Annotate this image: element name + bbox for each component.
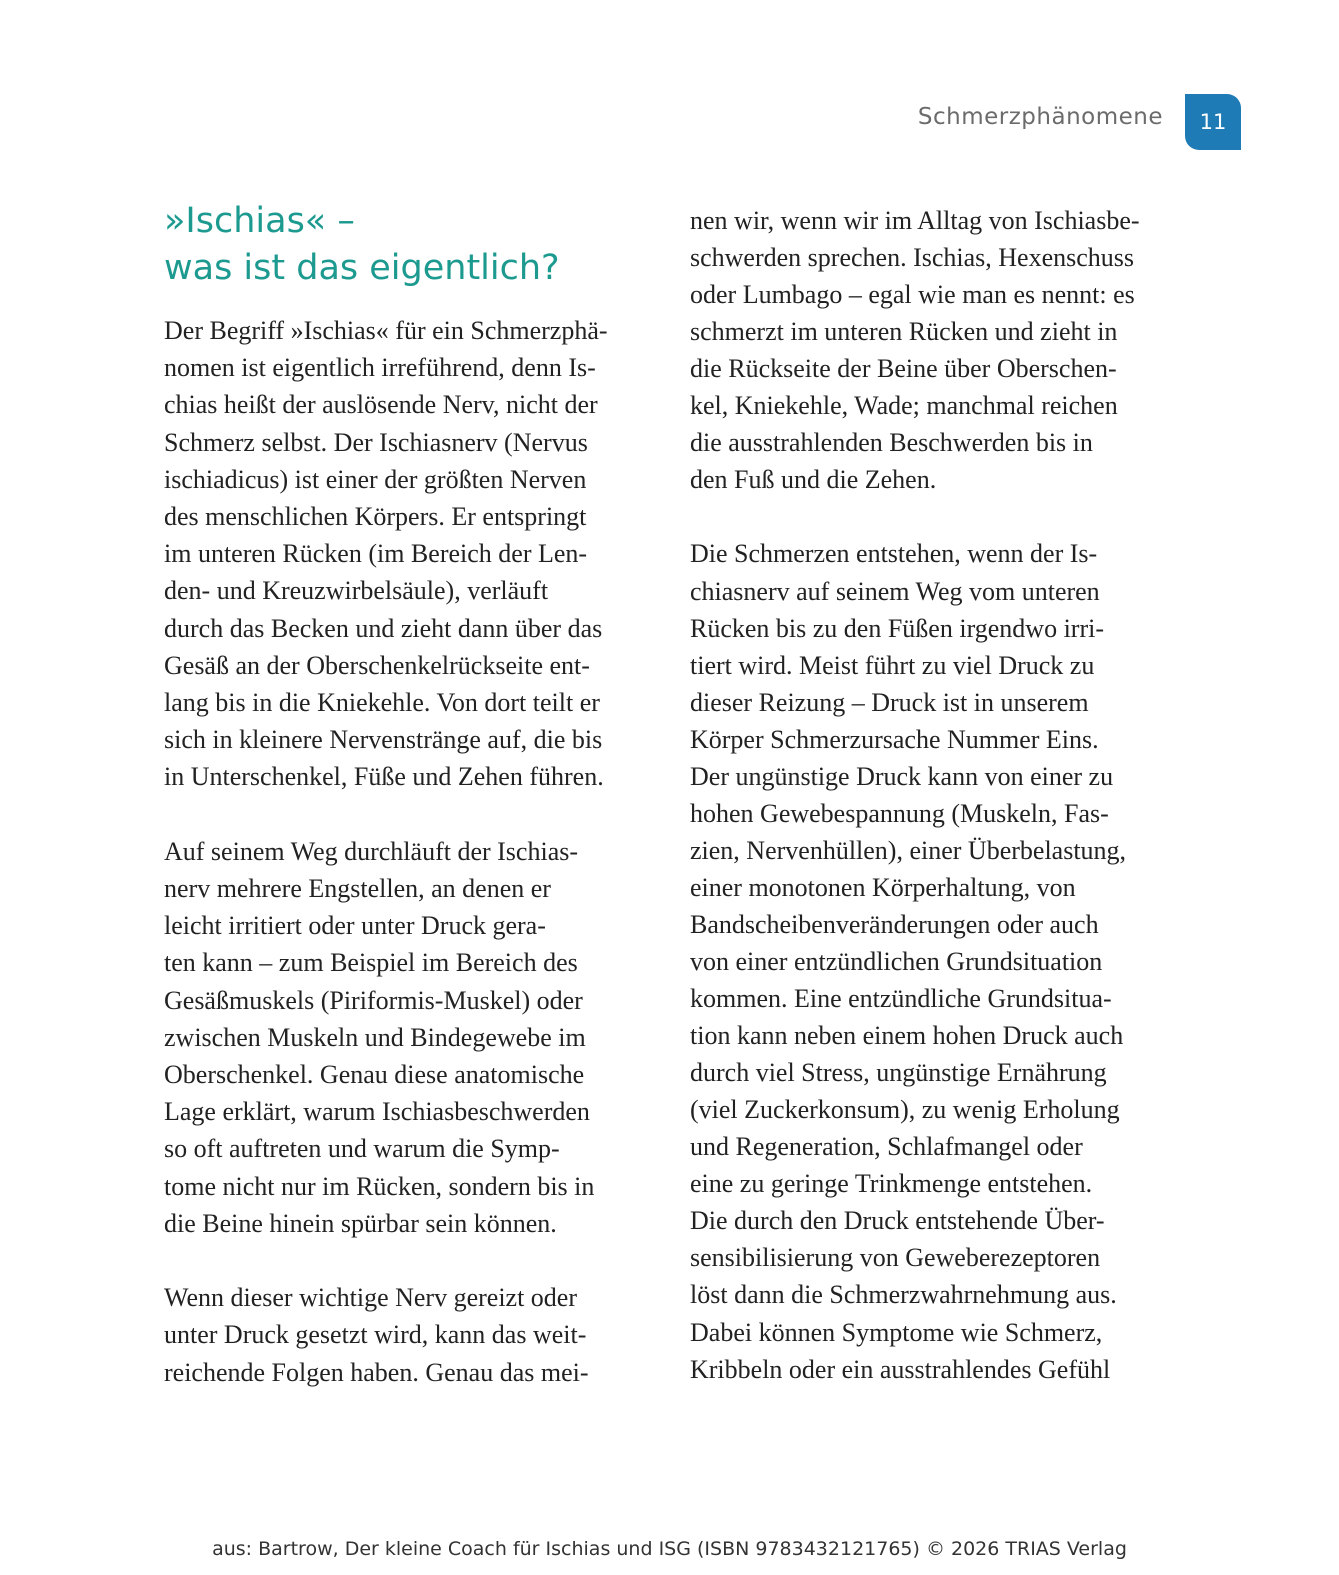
- body-text-line: durch viel Stress, ungünstige Ernährung: [690, 1058, 1107, 1088]
- body-text-line: schwerden sprechen. Ischias, Hexenschuss: [690, 243, 1135, 273]
- body-text-line: unter Druck gesetzt wird, kann das weit-: [164, 1320, 587, 1350]
- body-text-line: den- und Kreuzwirbelsäule), verläuft: [164, 576, 549, 606]
- body-text-line: Dabei können Symptome wie Schmerz,: [690, 1317, 1103, 1347]
- body-text-line: eine zu geringe Trinkmenge entstehen.: [690, 1169, 1093, 1199]
- body-text-line: von einer entzündlichen Grundsituation: [690, 947, 1103, 976]
- body-text-line: ischiadicus) ist einer der größten Nerven: [164, 464, 587, 494]
- body-text-line: Kribbeln oder ein ausstrahlendes Gefühl: [690, 1354, 1111, 1384]
- body-text-line: Gesäß an der Oberschenkelrückseite ent-: [164, 650, 590, 680]
- body-text-line: in Unterschenkel, Füße und Zehen führen.: [164, 762, 604, 792]
- body-text-line: Der ungünstige Druck kann von einer zu: [690, 761, 1114, 791]
- body-text-line: sich in kleinere Nervenstränge auf, die bis: [164, 725, 603, 755]
- body-text-line: schmerzt im unteren Rücken und zieht in: [690, 317, 1118, 347]
- heading-line-2: was ist das eigentlich?: [164, 248, 560, 288]
- body-text-line: tion kann neben einem hohen Druck auch: [690, 1021, 1124, 1051]
- page-heading: [164, 198, 664, 292]
- footer-citation: aus: Bartrow, Der kleine Coach für Ischias und ISG (ISBN 9783432121765) © 2026 TRIAS Verlag: [212, 1538, 1127, 1560]
- body-text-line: sensibilisierung von Geweberezeptoren: [690, 1243, 1101, 1273]
- body-text-line: des menschlichen Körpers. Er entspringt: [164, 502, 587, 531]
- body-text-line: hohen Gewebespannung (Muskeln, Fas-: [690, 798, 1109, 828]
- body-text-line: tiert wird. Meist führt zu viel Druck zu: [690, 650, 1095, 680]
- body-text-line: leicht irritiert oder unter Druck gera-: [164, 911, 546, 941]
- page-number-badge: 11: [1185, 94, 1241, 150]
- body-text-line: Bandscheibenveränderungen oder auch: [690, 909, 1099, 939]
- body-text-line: Der Begriff »Ischias« für ein Schmerzphä-: [164, 316, 608, 345]
- body-text-line: chiasnerv auf seinem Weg vom unteren: [690, 576, 1100, 606]
- body-text-line: nomen ist eigentlich irreführend, denn Is-: [164, 353, 596, 383]
- body-text-line: chias heißt der auslösende Nerv, nicht der: [164, 390, 598, 420]
- body-text-line: und Regeneration, Schlafmangel oder: [690, 1132, 1083, 1162]
- body-text-line: tome nicht nur im Rücken, sondern bis in: [164, 1171, 595, 1201]
- body-text-line: Wenn dieser wichtige Nerv gereizt oder: [164, 1283, 578, 1313]
- body-text-line: lang bis in die Kniekehle. Von dort teilt er: [164, 688, 600, 717]
- body-text-line: zwischen Muskeln und Bindegewebe im: [164, 1022, 586, 1052]
- body-text-line: Die durch den Druck entstehende Über-: [690, 1206, 1105, 1236]
- body-text-line: nen wir, wenn wir im Alltag von Ischiasbe-: [690, 206, 1140, 235]
- body-text-line: kel, Kniekehle, Wade; manchmal reichen: [690, 391, 1118, 421]
- body-text-line: die ausstrahlenden Beschwerden bis in: [690, 428, 1093, 458]
- body-text-line: Rücken bis zu den Füßen irgendwo irri-: [690, 613, 1104, 643]
- body-text-line: nerv mehrere Engstellen, an denen er: [164, 874, 551, 903]
- body-text-line: ten kann – zum Beispiel im Bereich des: [164, 948, 578, 978]
- body-text-line: Gesäßmuskels (Piriformis-Muskel) oder: [164, 985, 583, 1015]
- body-text-line: die Rückseite der Beine über Oberschen-: [690, 354, 1117, 384]
- body-text-line: Oberschenkel. Genau diese anatomische: [164, 1060, 585, 1089]
- section-title: Schmerzphänomene: [917, 104, 1163, 130]
- body-text-line: löst dann die Schmerzwahrnehmung aus.: [690, 1280, 1117, 1310]
- body-text-line: reichende Folgen haben. Genau das mei-: [164, 1357, 589, 1387]
- body-text-line: Schmerz selbst. Der Ischiasnerv (Nervus: [164, 427, 588, 457]
- body-text-line: einer monotonen Körperhaltung, von: [690, 872, 1076, 902]
- body-text-line: im unteren Rücken (im Bereich der Len-: [164, 539, 588, 569]
- body-text-line: den Fuß und die Zehen.: [690, 465, 937, 495]
- heading-line-1: »Ischias« –: [164, 201, 355, 241]
- body-text-line: Auf seinem Weg durchläuft der Ischias-: [164, 836, 579, 866]
- body-text-line: durch das Becken und zieht dann über das: [164, 613, 603, 643]
- body-text-line: dieser Reizung – Druck ist in unserem: [690, 687, 1089, 717]
- body-text-line: oder Lumbago – egal wie man es nennt: es: [690, 280, 1135, 310]
- body-text-line: Körper Schmerzursache Nummer Eins.: [690, 724, 1099, 754]
- body-text-line: so oft auftreten und warum die Symp-: [164, 1134, 560, 1164]
- body-text-line: (viel Zuckerkonsum), zu wenig Erholung: [690, 1095, 1120, 1125]
- body-text-line: zien, Nervenhüllen), einer Überbelastung,: [690, 835, 1127, 865]
- body-text-line: die Beine hinein spürbar sein können.: [164, 1208, 557, 1238]
- body-text-line: kommen. Eine entzündliche Grundsitua-: [690, 984, 1112, 1014]
- body-text-line: Lage erklärt, warum Ischiasbeschwerden: [164, 1097, 590, 1127]
- body-text-line: Die Schmerzen entstehen, wenn der Is-: [690, 539, 1098, 569]
